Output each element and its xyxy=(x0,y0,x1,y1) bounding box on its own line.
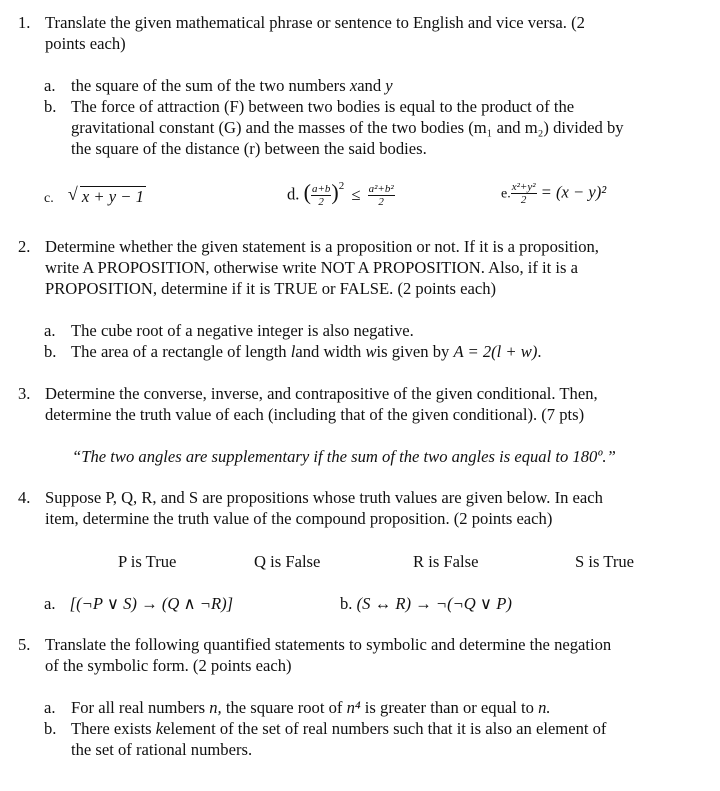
truth-value-r: R is False xyxy=(413,552,479,571)
math-var: x xyxy=(349,76,358,95)
math-expression: n⁴ xyxy=(346,698,361,717)
question-line: Determine whether the given statement is a proposition or not. If it is a proposition, xyxy=(45,237,599,256)
question-text xyxy=(45,383,708,425)
item-text xyxy=(71,341,714,362)
text-run: For all real numbers xyxy=(71,698,210,717)
truth-value-p: P is True xyxy=(118,552,177,571)
text-run: and xyxy=(357,76,386,95)
question-5 xyxy=(18,634,708,676)
item-label: b. xyxy=(44,719,57,738)
item-line: the set of rational numbers. xyxy=(71,740,253,759)
text-run: The area of a rectangle of length xyxy=(71,342,291,361)
question-line: points each) xyxy=(45,34,126,53)
left-paren: ( xyxy=(303,179,311,205)
item-1c xyxy=(44,186,146,209)
right-paren: ) xyxy=(331,179,339,205)
text-run: and width xyxy=(295,342,366,361)
text-run: There exists xyxy=(71,719,156,738)
math-expression: [(¬P ∨ S) → (Q ∧ ¬R)] xyxy=(69,594,234,613)
item-2b xyxy=(44,341,714,362)
item-1d xyxy=(287,180,395,208)
math-var: n. xyxy=(538,698,551,717)
item-1a xyxy=(44,75,714,96)
question-text xyxy=(45,236,708,299)
radicand: x + y − 1 xyxy=(81,187,144,206)
math-var: n, xyxy=(209,698,222,717)
item-label: a. xyxy=(44,594,56,613)
item-label: a. xyxy=(44,76,56,95)
text-run: element of the set of real numbers such that it is also an element of xyxy=(163,719,607,738)
question-2 xyxy=(18,236,708,299)
item-label: b. xyxy=(340,594,353,613)
question-number: 5. xyxy=(18,635,31,654)
fraction xyxy=(311,183,331,208)
math-var: w xyxy=(365,342,377,361)
item-label: b. xyxy=(44,342,57,361)
text-run: the square root of xyxy=(221,698,347,717)
item-1e xyxy=(501,181,606,206)
fraction xyxy=(511,181,537,206)
item-line xyxy=(71,718,714,739)
item-label: d. xyxy=(287,184,300,204)
item-label: a. xyxy=(44,698,56,717)
item-5a xyxy=(44,697,714,718)
question-line: item, determine the truth value of the compound proposition. (2 points each) xyxy=(45,509,553,528)
item-2a xyxy=(44,320,714,341)
item-text xyxy=(71,718,714,760)
question-4 xyxy=(18,487,708,529)
question-text xyxy=(45,12,708,54)
math-var: y xyxy=(385,76,393,95)
text-run: is given by xyxy=(376,342,454,361)
item-4b xyxy=(340,593,512,614)
math-expression: A = 2(l + w) xyxy=(453,342,538,361)
numerator: a+b xyxy=(311,183,331,196)
item-5b xyxy=(44,718,714,760)
math-var: k xyxy=(155,719,164,738)
question-number: 1. xyxy=(18,13,31,32)
fraction xyxy=(368,183,395,208)
numerator: x²+y² xyxy=(511,181,536,193)
relation-symbol: ≤ xyxy=(351,184,361,204)
item-text: The cube root of a negative integer is also negative. xyxy=(71,321,414,340)
item-4a xyxy=(44,593,233,614)
question-line: of the symbolic form. (2 points each) xyxy=(45,656,292,675)
denominator: 2 xyxy=(520,194,527,206)
item-line: the square of the distance (r) between the said bodies. xyxy=(71,139,427,158)
conditional-statement: “The two angles are supplementary if the sum of the two angles is equal to 180º.” xyxy=(72,447,616,466)
radical-icon: √ xyxy=(67,184,78,204)
question-line: determine the truth value of each (including that of the given conditional). (7 pts) xyxy=(45,405,585,424)
question-number: 2. xyxy=(18,237,31,256)
text-run: . xyxy=(537,342,542,361)
item-label: e. xyxy=(501,186,511,202)
question-1 xyxy=(18,12,708,54)
text-run: the square of the sum of the two numbers xyxy=(71,76,350,95)
square-root-expression xyxy=(68,186,146,207)
text-run: is greater than or equal to xyxy=(360,698,539,717)
denominator: 2 xyxy=(318,196,324,209)
question-number: 4. xyxy=(18,488,31,507)
question-line: Determine the converse, inverse, and contrapositive of the given conditional. Then, xyxy=(45,384,598,403)
question-line: Translate the given mathematical phrase or sentence to English and vice versa. (2 xyxy=(45,13,585,32)
numerator: a²+b² xyxy=(368,183,394,196)
item-label: a. xyxy=(44,321,56,340)
question-line: PROPOSITION, determine if it is TRUE or FALSE. (2 points each) xyxy=(45,279,497,298)
question-3 xyxy=(18,383,708,425)
item-1b xyxy=(44,96,714,159)
item-label: b. xyxy=(44,97,57,116)
item-text xyxy=(71,75,714,96)
item-text xyxy=(71,96,714,159)
question-line: Translate the following quantified statements to symbolic and determine the negation xyxy=(45,635,612,654)
truth-value-s: S is True xyxy=(575,552,635,571)
question-line: write A PROPOSITION, otherwise write NOT A PROPOSITION. Also, if it is a xyxy=(45,258,579,277)
question-line: Suppose P, Q, R, and S are propositions whose truth values are given below. In each xyxy=(45,488,603,507)
item-label: c. xyxy=(44,191,54,206)
math-var: l xyxy=(290,342,296,361)
question-text xyxy=(45,487,708,529)
truth-value-q: Q is False xyxy=(254,552,321,571)
denominator: 2 xyxy=(378,196,384,209)
math-expression: = (x − y)² xyxy=(540,182,607,202)
math-expression: (S ↔ R) → ¬(¬Q ∨ P) xyxy=(356,594,512,613)
item-line: The force of attraction (F) between two bodies is equal to the product of the xyxy=(71,97,575,116)
question-text xyxy=(45,634,708,676)
item-line: gravitational constant (G) and the masses of the two bodies (m₁ and m₂) divided by xyxy=(71,118,624,137)
item-text xyxy=(71,697,714,718)
exponent: 2 xyxy=(338,180,345,192)
question-number: 3. xyxy=(18,384,31,403)
